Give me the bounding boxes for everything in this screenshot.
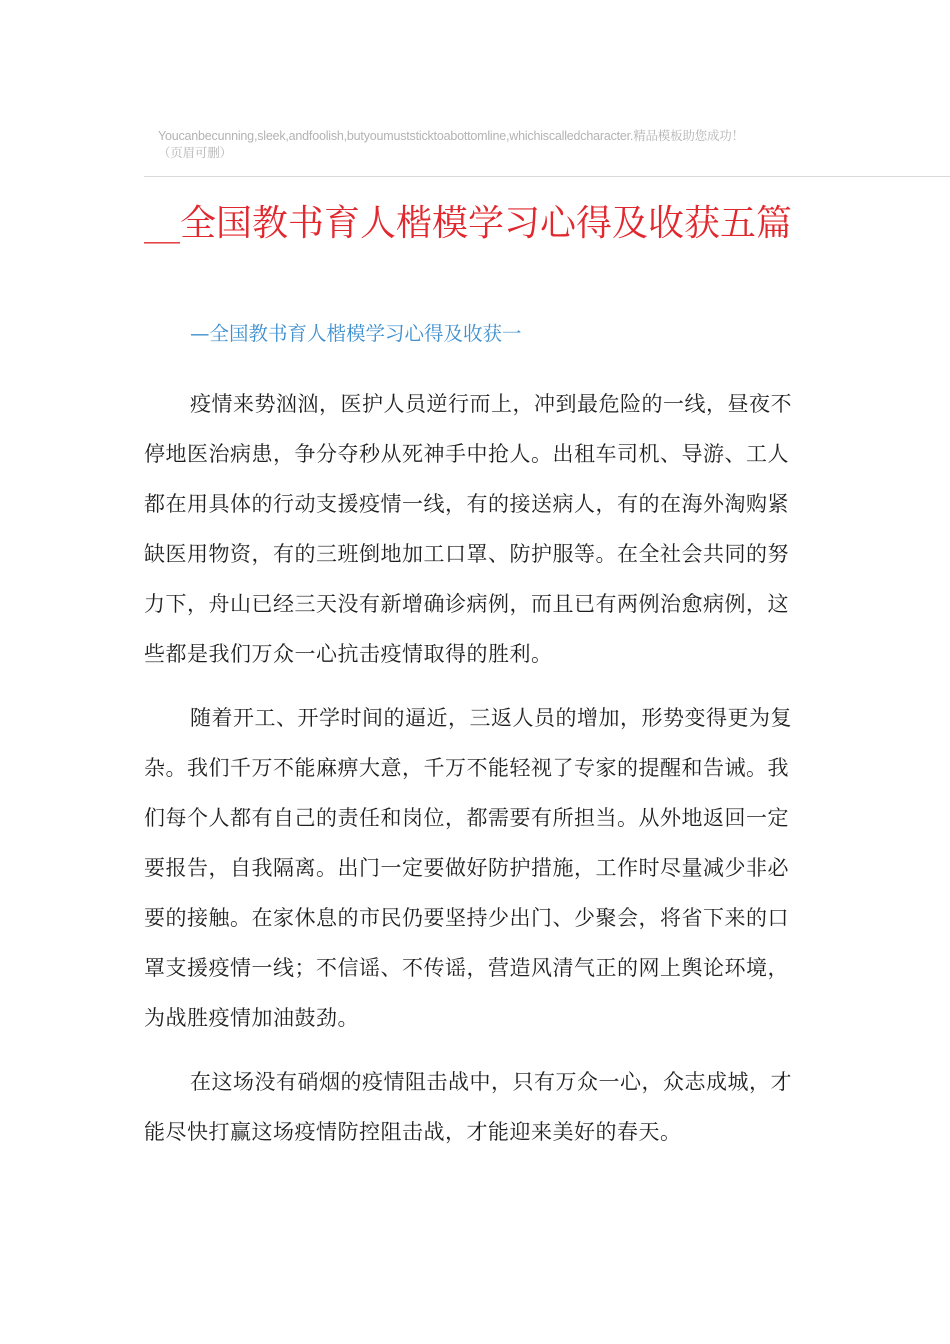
paragraph: 疫情来势汹汹，医护人员逆行而上，冲到最危险的一线，昼夜不停地医治病患，争分夺秒从死神手中抢人。出租车司机、导游、工人都在用具体的行动支援疫情一线，有的接送病人，有的在海外淘购紧缺医用物资，有的三班倒地加工口罩、防护服等。在全社会共同的努力下，舟山已经三天没有新增确诊病例，而且已有两例治愈病例，这些都是我们万众一心抗击疫情取得的胜利。 [144, 392, 792, 666]
page-header-text: Youcanbecunning,sleek,andfoolish,butyoumuststicktoabottomline,whichiscalledcharacter.精品模板助您成功！（页眉可删） [158, 129, 744, 160]
paragraph: 随着开工、开学时间的逼近，三返人员的增加，形势变得更为复杂。我们千万不能麻痹大意，千万不能轻视了专家的提醒和告诫。我们每个人都有自己的责任和岗位，都需要有所担当。从外地返回一定要报告，自我隔离。出门一定要做好防护措施，工作时尽量减少非必要的接触。在家休息的市民仍要坚持少出门、少聚会，将省下来的口罩支援疫情一线；不信谣、不传谣，营造风清气正的网上舆论环境，为战胜疫情加油鼓劲。 [144, 706, 792, 1030]
document-title: __全国教书育人楷模学习心得及收获五篇 [144, 203, 793, 244]
section-heading: —全国教书育人楷模学习心得及收获一 [190, 322, 522, 345]
paragraph: 在这场没有硝烟的疫情阻击战中，只有万众一心，众志成城，才能尽快打赢这场疫情防控阻击战，才能迎来美好的春天。 [144, 1070, 792, 1144]
header-divider [144, 176, 950, 177]
document-body [144, 379, 806, 1171]
